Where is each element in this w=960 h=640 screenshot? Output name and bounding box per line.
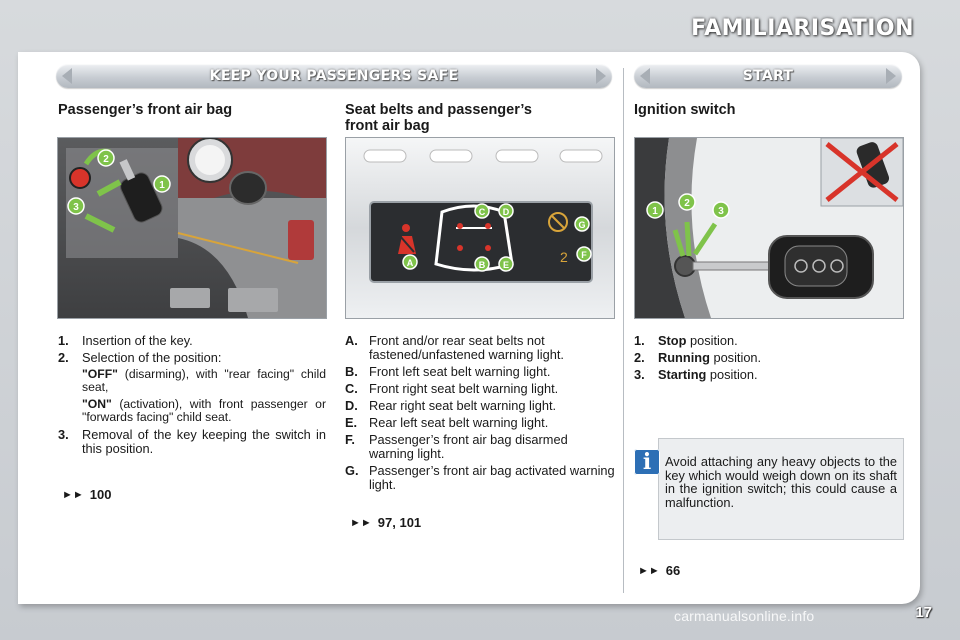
banner-start <box>634 64 902 88</box>
svg-text:3: 3 <box>73 202 79 213</box>
svg-text:A: A <box>406 258 414 268</box>
page-reference[interactable]: ►► 66 <box>638 563 681 578</box>
section-title-seatbelts: Seat belts and passenger’s front air bag <box>345 102 532 134</box>
svg-text:F: F <box>581 250 587 260</box>
info-icon: i <box>634 449 660 475</box>
banner-label: START <box>742 68 794 84</box>
svg-text:B: B <box>478 260 486 270</box>
banner-label: KEEP YOUR PASSENGERS SAFE <box>209 68 459 84</box>
list-item: G. Passenger’s front air bag activated warning light. <box>345 463 615 492</box>
callout-1 <box>647 202 663 218</box>
callout-3 <box>713 202 729 218</box>
svg-text:E: E <box>502 260 510 270</box>
seatbelt-panel-illustration <box>346 138 614 318</box>
arrow-left-icon <box>640 68 650 84</box>
svg-text:D: D <box>502 207 510 217</box>
airbag-steps-list <box>58 334 326 459</box>
callout-c <box>475 204 489 218</box>
seatbelt-panel-image <box>345 137 615 319</box>
section-title-ignition: Ignition switch <box>634 102 736 118</box>
callout-1 <box>154 176 170 192</box>
svg-text:2: 2 <box>103 154 109 165</box>
list-item: 3. Starting position. <box>634 367 758 382</box>
arrow-right-icon <box>596 68 606 84</box>
page-reference[interactable]: ►► 100 <box>62 487 112 502</box>
info-box: Avoid attaching any heavy objects to the key which would weigh down on its shaft in the ignition switch; this could cause a malfunction. <box>658 438 904 540</box>
list-item: E. Rear left seat belt warning light. <box>345 415 549 430</box>
callout-d <box>499 204 513 218</box>
page-number: 17 <box>915 604 932 621</box>
list-item: C. Front right seat belt warning light. <box>345 381 559 396</box>
callout-a <box>403 255 417 269</box>
watermark: carmanualsonline.info <box>674 608 815 624</box>
svg-text:G: G <box>578 220 586 230</box>
list-item: D. Rear right seat belt warning light. <box>345 398 557 413</box>
list-item: 2. Selection of the position: <box>58 350 222 365</box>
svg-text:2: 2 <box>560 249 568 265</box>
svg-text:3: 3 <box>718 206 724 217</box>
svg-text:1: 1 <box>159 180 165 191</box>
list-item: B. Front left seat belt warning light. <box>345 364 551 379</box>
callout-g <box>575 217 589 231</box>
callout-b <box>475 257 489 271</box>
ignition-positions-list <box>634 334 902 385</box>
page-title: FAMILIARISATION <box>691 16 914 41</box>
arrow-left-icon <box>62 68 72 84</box>
callout-f <box>577 247 591 261</box>
ignition-switch-illustration <box>635 138 903 318</box>
sub-item-on: "ON" (activation), with front passenger or "forwards facing" child seat. <box>82 397 326 424</box>
ignition-switch-image <box>634 137 904 319</box>
arrow-right-icon <box>886 68 896 84</box>
section-title-airbag: Passenger’s front air bag <box>58 102 233 118</box>
svg-text:1: 1 <box>652 206 658 217</box>
column-divider <box>623 68 624 593</box>
double-arrow-icon: ►► <box>350 516 372 529</box>
svg-text:2: 2 <box>684 198 690 209</box>
airbag-switch-illustration <box>58 138 326 318</box>
callout-2 <box>98 150 114 166</box>
list-item: 1. Insertion of the key. <box>58 333 193 348</box>
callout-e <box>499 257 513 271</box>
airbag-switch-image <box>57 137 327 319</box>
double-arrow-icon: ►► <box>62 488 84 501</box>
list-item: A. Front and/or rear seat belts not fastened/unfastened warning light. <box>345 333 564 362</box>
page-reference[interactable]: ►► 97, 101 <box>350 515 422 530</box>
list-item: 3. Removal of the key keeping the switch in this position. <box>58 427 326 456</box>
warning-lights-list <box>345 334 615 495</box>
list-item: F. Passenger’s front air bag disarmed warning light. <box>345 432 568 461</box>
banner-keep-passengers-safe <box>56 64 612 88</box>
double-arrow-icon: ►► <box>638 564 660 577</box>
list-item: 2. Running position. <box>634 350 762 365</box>
list-item: 1. Stop position. <box>634 333 738 348</box>
callout-3 <box>68 198 84 214</box>
callout-2 <box>679 194 695 210</box>
svg-text:C: C <box>478 207 486 217</box>
sub-item-off: "OFF" (disarming), with "rear facing" child seat, <box>82 367 326 394</box>
